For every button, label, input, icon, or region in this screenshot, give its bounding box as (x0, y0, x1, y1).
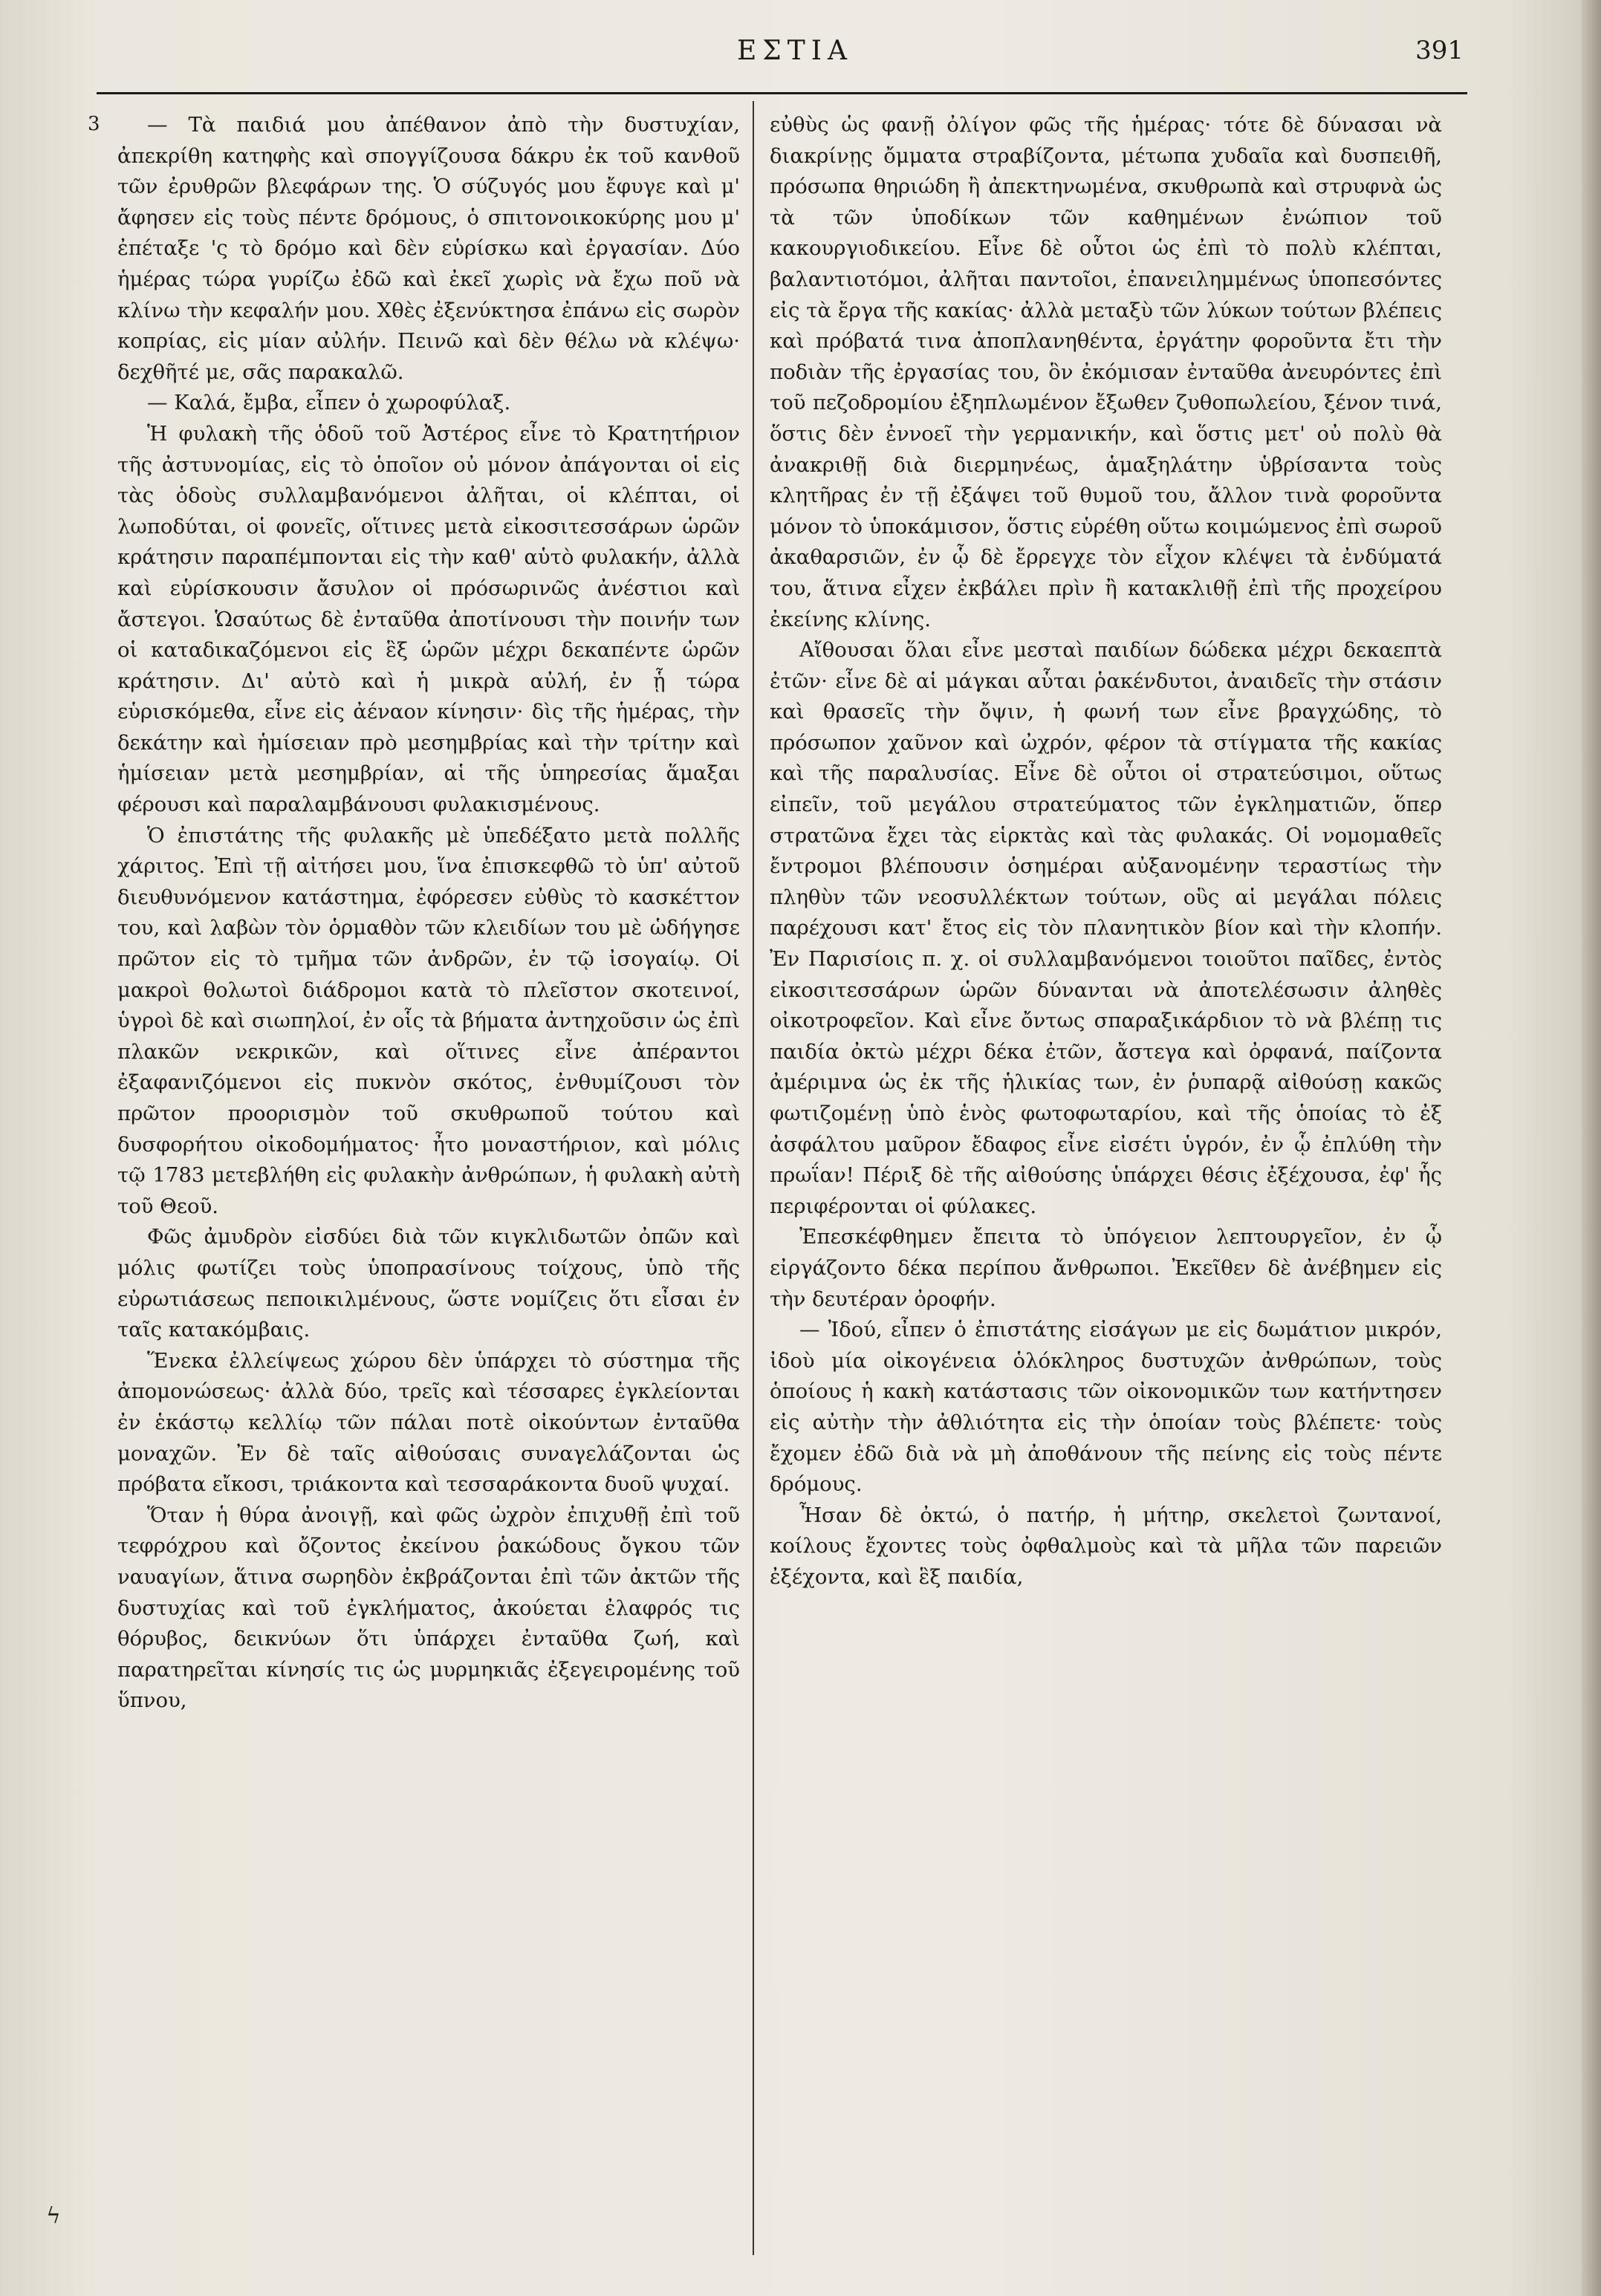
paragraph: Ἦσαν δὲ ὀκτώ, ὁ πατήρ, ἡ μήτηρ, σκελετοὶ ζωντανοί, κοίλους ἔχοντες τοὺς ὀφθαλμοὺς καὶ τὰ μῆλα τῶν παρειῶν ἐξέχοντα, καὶ ἓξ παιδία, (770, 1503, 1442, 1589)
paragraph: — Ἰδού, εἶπεν ὁ ἐπιστάτης εἰσάγων με εἰς δωμάτιον μικρόν, ἰδοὺ μία οἰκογένεια ὁλόκληρος δυστυχῶν ἀνθρώπων, τοὺς ὁποίους ἡ κακὴ κατάστασις τῶν οἰκονομικῶν των κατήντησεν εἰς αὐτὴν τὴν ἀθλιότητα εἰς τὴν ὁποίαν τοὺς βλέπετε· τοὺς ἔχομεν ἐδῶ διὰ νὰ μὴ ἀποθάνουν τῆς πείνης εἰς τοὺς πέντε δρόμους. (770, 1318, 1442, 1497)
book-spine (1582, 0, 1601, 2296)
right-column (770, 110, 1442, 2264)
paragraph: Ἡ φυλακὴ τῆς ὁδοῦ τοῦ Ἀστέρος εἶνε τὸ Κρατητήριον τῆς ἀστυνομίας, εἰς τὸ ὁποῖον οὐ μόνον ἀπάγονται οἱ εἰς τὰς ὁδοὺς συλλαμβανόμενοι ἀλῆται, οἱ κλέπται, οἱ λωποδύται, οἱ φονεῖς, οἵτινες μετὰ εἰκοσιτεσσάρων ὡρῶν κράτησιν παραπέμπονται εἰς τὴν καθ' αὑτὸ φυλακήν, ἀλλὰ καὶ εὑρίσκουσιν ἄσυλον οἱ πρόσωρινῶς ἀνέστιοι καὶ ἄστεγοι. Ὡσαύτως δὲ ἐνταῦθα ἀποτίνουσι τὴν ποινήν των οἱ καταδικαζόμενοι εἰς ἓξ ὡρῶν μέχρι δεκαπέντε ὡρῶν κράτησιν. Δι' αὐτὸ καὶ ἡ μικρὰ αὐλή, ἐν ᾗ τώρα εὑρισκόμεθα, εἶνε εἰς ἀέναον κίνησιν· δὶς τῆς ἡμέρας, τὴν δεκάτην καὶ ἡμίσειαν πρὸ μεσημβρίας καὶ τὴν τρίτην καὶ ἡμίσειαν μετὰ μεσημβρίαν, αἱ τῆς ὑπηρεσίας ἅμαξαι φέρουσι καὶ παραλαμβάνουσι φυλακισμένους. (117, 421, 740, 817)
margin-mark: 3 (88, 113, 100, 135)
left-column (117, 110, 740, 2264)
journal-title: ΕΣΤΙΑ (737, 36, 853, 66)
paragraph: Ἕνεκα ἐλλείψεως χώρου δὲν ὑπάρχει τὸ σύστημα τῆς ἀπομονώσεως· ἀλλὰ δύο, τρεῖς καὶ τέσσαρες ἐγκλείονται ἐν ἑκάστῳ κελλίῳ τῶν πάλαι ποτὲ οἰκούντων ἐνταῦθα μοναχῶν. Ἐν δὲ ταῖς αἰθούσαις συναγελάζονται ὡς πρόβατα εἴκοσι, τριάκοντα καὶ τεσσαράκοντα δυοῦ ψυχαί. (117, 1348, 740, 1497)
side-mark: ϟ (46, 2203, 61, 2229)
page-number: 391 (1415, 36, 1464, 65)
paragraph: Φῶς ἀμυδρὸν εἰσδύει διὰ τῶν κιγκλιδωτῶν ὀπῶν καὶ μόλις φωτίζει τοὺς ὑποπρασίνους τοίχους, ὑπὸ τῆς εὐρωτιάσεως πεποικιλμένους, ὥστε νομίζεις ὅτι εἶσαι ἐν ταῖς κατακόμβαις. (117, 1225, 740, 1342)
paragraph: Ἐπεσκέφθημεν ἔπειτα τὸ ὑπόγειον λεπτουργεῖον, ἐν ᾧ εἰργάζοντο δέκα περίπου ἄνθρωποι. Ἐκεῖθεν δὲ ἀνέβημεν εἰς τὴν δευτέραν ὀροφήν. (770, 1225, 1442, 1311)
paragraph: — Τὰ παιδιά μου ἀπέθανον ἀπὸ τὴν δυστυχίαν, ἀπεκρίθη κατηφὴς καὶ σπογγίζουσα δάκρυ ἐκ τοῦ κανθοῦ τῶν ἐρυθρῶν βλεφάρων της. Ὁ σύζυγός μου ἔφυγε καὶ μ' ἄφησεν εἰς τοὺς πέντε δρόμους, ὁ σπιτονοικοκύρης μου μ' ἐπέταξε 'ς τὸ δρόμο καὶ δὲν εὑρίσκω καὶ ἐργασίαν. Δύο ἡμέρας τώρα γυρίζω ἐδῶ καὶ ἐκεῖ χωρὶς νὰ ἔχω ποῦ νὰ κλίνω τὴν κεφαλήν μου. Χθὲς ἐξενύκτησα ἐπάνω εἰς σωρὸν κοπρίας, εἰς μίαν αὐλήν. Πεινῶ καὶ δὲν θέλω νὰ κλέψω· δεχθῆτέ με, σᾶς παρακαλῶ. (117, 113, 740, 384)
paragraph: — Καλά, ἔμβα, εἶπεν ὁ χωροφύλαξ. (147, 391, 511, 415)
paragraph: Ὅταν ἡ θύρα ἀνοιγῇ, καὶ φῶς ὠχρὸν ἐπιχυθῇ ἐπὶ τοῦ τεφρόχρου καὶ ὄζοντος ἐκείνου ῥακώδους ὄγκου τῶν ναυαγίων, ἅτινα σωρηδὸν ἐκβράζονται ἐπὶ τῶν ἀκτῶν τῆς δυστυχίας καὶ τοῦ ἐγκλήματος, ἀκούεται ἐλαφρός τις θόρυβος, δεικνύων ὅτι ὑπάρχει ἐνταῦθα ζωή, καὶ παρατηρεῖται κίνησίς τις ὡς μυρμηκιᾶς ἐξεγειρομένης τοῦ ὕπνου, (117, 1503, 740, 1713)
paragraph: Ὁ ἐπιστάτης τῆς φυλακῆς μὲ ὑπεδέξατο μετὰ πολλῆς χάριτος. Ἐπὶ τῇ αἰτήσει μου, ἵνα ἐπισκεφθῶ τὸ ὑπ' αὐτοῦ διευθυνόμενον κατάστημα, ἐφόρεσεν εὐθὺς τὸ κασκέττον του, καὶ λαβὼν τὸν ὁρμαθὸν τῶν κλειδίων του μὲ ὡδήγησε πρῶτον εἰς τὸ τμῆμα τῶν ἀνδρῶν, ἐν τῷ ἰσογαίῳ. Οἱ μακροὶ θολωτοὶ διάδρομοι κατὰ τὸ πλεῖστον σκοτεινοί, ὑγροὶ δὲ καὶ σιωπηλοί, ἐν οἷς τὰ βήματα ἀντηχοῦσιν ὡς ἐπὶ πλακῶν νεκρικῶν, καὶ οἵτινες εἶνε ἀπέραντοι ἐξαφανιζόμενοι εἰς πυκνὸν σκότος, ἐνθυμίζουσι τὸν πρῶτον προορισμὸν τοῦ σκυθρωποῦ τούτου καὶ δυσφορήτου οἰκοδομήματος· ἦτο μοναστήριον, καὶ μόλις τῷ 1783 μετεβλήθη εἰς φυλακὴν ἀνθρώπων, ἡ φυλακὴ αὐτὴ τοῦ Θεοῦ. (117, 823, 740, 1218)
header-rule (97, 92, 1467, 94)
column-divider (753, 101, 754, 2255)
page-header (97, 22, 1464, 89)
paragraph: εὐθὺς ὡς φανῇ ὀλίγον φῶς τῆς ἡμέρας· τότε δὲ δύνασαι νὰ διακρίνῃς ὄμματα στραβίζοντα, μέτωπα χυδαῖα καὶ δυσπειθῆ, πρόσωπα θηριώδη ἢ ἀπεκτηνωμένα, σκυθρωπὰ καὶ στρυφνὰ ὡς τὰ τῶν ὑποδίκων τῶν καθημένων ἐνώπιον τοῦ κακουργιοδικείου. Εἶνε δὲ οὗτοι ὡς ἐπὶ τὸ πολὺ κλέπται, βαλαντιοτόμοι, ἀλῆται παντοῖοι, ἐπανειλημμένως ὑποπεσόντες εἰς τὰ ἔργα τῆς κακίας· ἀλλὰ μεταξὺ τῶν λύκων τούτων βλέπεις καὶ πρόβατά τινα ἀποπλανηθέντα, ἐργάτην φοροῦντα ἔτι τὴν ποδιὰν τῆς ἐργασίας του, ὃν ἐκόμισαν ἐνταῦθα ἀνευρόντες ἐπὶ τοῦ πεζοδρομίου ἐξηπλωμένον ἔξωθεν ζυθοπωλείου, ξένον τινά, ὅστις δὲν ἐννοεῖ τὴν γερμανικήν, καὶ ὅστις μετ' οὐ πολὺ θὰ ἀνακριθῇ διὰ διερμηνέως, ἁμαξηλάτην ὑβρίσαντα τοὺς κλητῆρας ἐν τῇ ἐξάψει τοῦ θυμοῦ του, ἄλλον τινὰ φοροῦντα μόνον τὸ ὑποκάμισον, ὅστις εὑρέθη οὕτω κοιμώμενος ἐπὶ σωροῦ ἀκαθαρσιῶν, ἐν ᾧ δὲ ἔρρεγχε τὸν εἶχον κλέψει τὰ ἐνδύματά του, ἅτινα εἶχεν ἐκβάλει πρὶν ἢ κατακλιθῇ ἐπὶ τῆς προχείρου ἐκείνης κλίνης. (770, 113, 1442, 631)
paragraph: Αἴθουσαι ὅλαι εἶνε μεσταὶ παιδίων δώδεκα μέχρι δεκαεπτὰ ἐτῶν· εἶνε δὲ αἱ μάγκαι αὗται ῥακένδυτοι, ἀναιδεῖς τὴν στάσιν καὶ θρασεῖς τὴν ὄψιν, ἡ φωνή των εἶνε βραγχώδης, τὸ πρόσωπον χαῦνον καὶ ὠχρόν, φέρον τὰ στίγματα τῆς κακίας καὶ τῆς παραλυσίας. Εἶνε δὲ οὗτοι οἱ στρατεύσιμοι, οὕτως εἰπεῖν, τοῦ μεγάλου στρατεύματος τῶν ἐγκληματιῶν, ὅπερ στρατῶνα ἔχει τὰς εἱρκτὰς καὶ τὰς φυλακάς. Οἱ νομομαθεῖς ἔντρομοι βλέπουσιν ὁσημέραι αὐξανομένην τεραστίως τὴν πληθὺν τῶν νεοσυλλέκτων τούτων, οὓς αἱ μεγάλαι πόλεις παρέχουσι κατ' ἔτος εἰς τὸν πλανητικὸν βίον καὶ τὴν κλοπήν. Ἐν Παρισίοις π. χ. οἱ συλλαμβανόμενοι τοιοῦτοι παῖδες, ἐντὸς εἰκοσιτεσσάρων ὡρῶν δύνανται νὰ ἀποτελέσωσιν ἀληθὲς οἰκοτροφεῖον. Καὶ εἶνε ὄντως σπαραξικάρδιον τὸ νὰ βλέπῃ τις παιδία ὀκτὼ μέχρι δέκα ἐτῶν, ἄστεγα καὶ ὀρφανά, παίζοντα ἀμέριμνα ὡς ἐκ τῆς ἡλικίας των, ἐν ῥυπαρᾷ αἰθούσῃ κακῶς φωτιζομένῃ ὑπὸ ἑνὸς φωτοφωταρίου, καὶ τῆς ὁποίας τὸ ἐξ ἀσφάλτου μαῦρον ἔδαφος εἶνε εἰσέτι ὑγρόν, ἐν ᾧ ἐπλύθη τὴν πρωΐαν! Πέριξ δὲ τῆς αἰθούσης ὑπάρχει θέσις ἐξέχουσα, ἐφ' ἧς περιφέρονται οἱ φύλακες. (770, 638, 1442, 1218)
